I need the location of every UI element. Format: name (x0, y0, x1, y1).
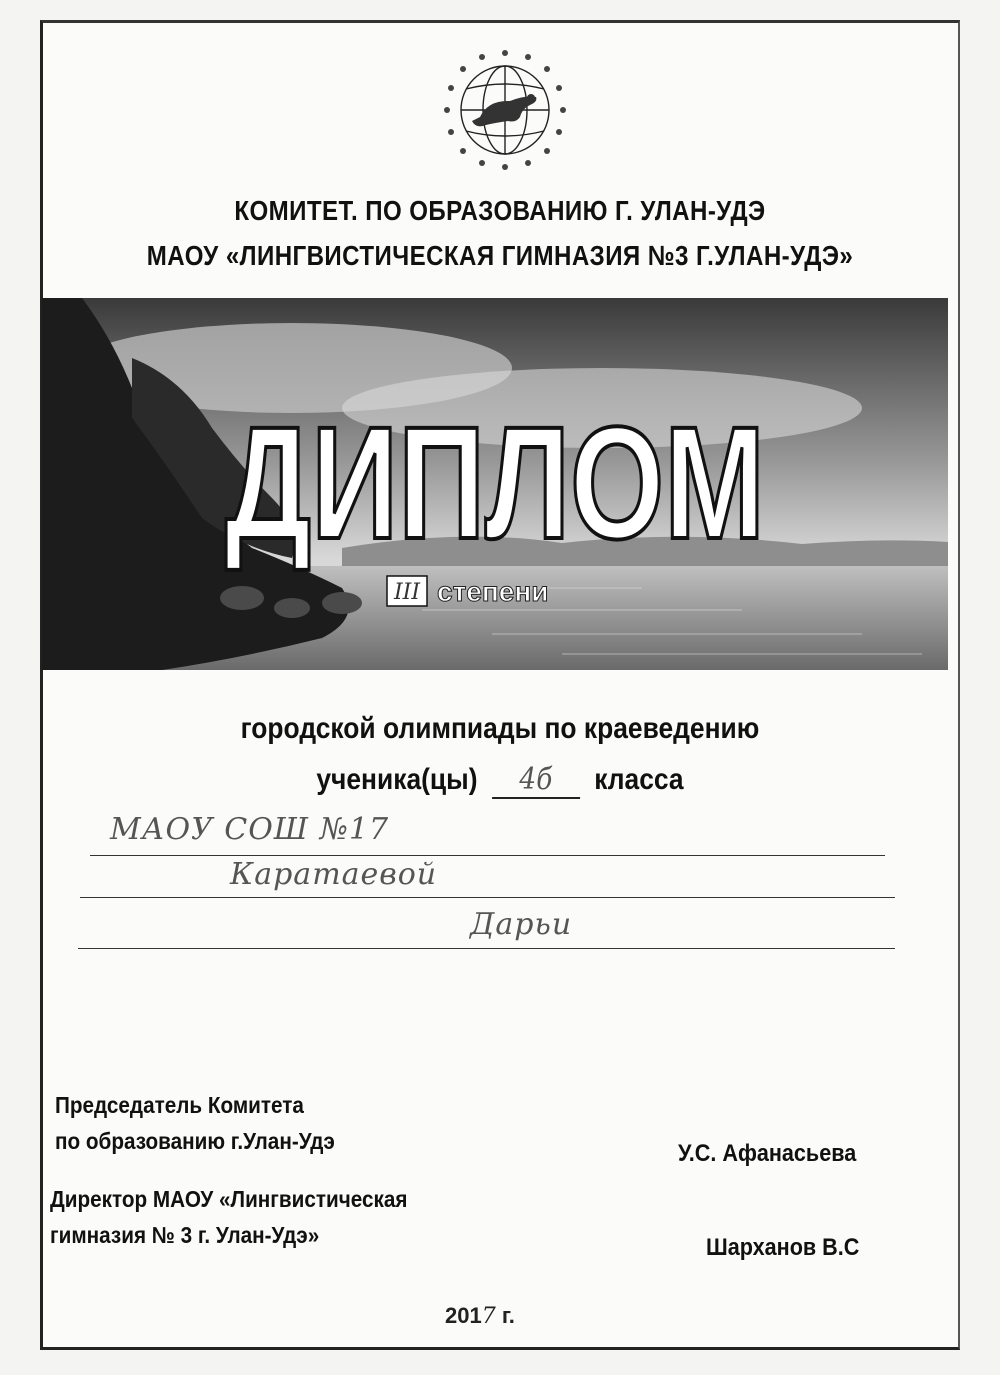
school-handwritten: МАОУ СОШ №17 (110, 812, 390, 847)
fill-line-2 (80, 897, 895, 898)
chair-title (55, 1087, 335, 1159)
class-word: класса (594, 763, 684, 796)
school-heading: МАОУ «ЛИНГВИСТИЧЕСКАЯ ГИМНАЗИЯ №3 Г.УЛАН-УДЭ» (146, 240, 854, 271)
chair-title-line1: Председатель Комитета (55, 1092, 304, 1118)
director-name: Шарханов В.С (706, 1234, 860, 1261)
diploma-banner (42, 298, 948, 670)
given-name-handwritten: Дарьи (470, 907, 573, 942)
year-prefix: 201 (445, 1303, 482, 1328)
surname-handwritten: Каратаевой (230, 857, 438, 892)
fill-line-1 (90, 855, 885, 856)
chair-name: У.С. Афанасьева (678, 1140, 857, 1167)
student-prefix: ученика(цы) (316, 763, 478, 796)
year-handwritten-digit: 7 (481, 1304, 496, 1329)
degree-numeral: III (393, 580, 421, 605)
committee-heading: КОМИТЕТ. ПО ОБРАЗОВАНИЮ Г. УЛАН-УДЭ (234, 195, 766, 226)
student-class-line (60, 762, 940, 799)
chair-title-line2: по образованию г.Улан-Удэ (55, 1128, 335, 1154)
event-title: городской олимпиады по краеведению (240, 712, 760, 745)
director-title-line1: Директор МАОУ «Лингвистическая (50, 1186, 408, 1212)
year-suffix: г. (501, 1303, 515, 1328)
diploma-title: ДИПЛОМ (225, 393, 765, 572)
issue-year (445, 1303, 515, 1329)
grade-handwritten: 4б (492, 762, 580, 799)
director-title (50, 1181, 407, 1253)
fill-line-3 (78, 948, 895, 949)
degree-word: степени (437, 576, 549, 607)
emblem-logo (430, 45, 580, 175)
director-title-line2: гимназия № 3 г. Улан-Удэ» (50, 1222, 320, 1248)
